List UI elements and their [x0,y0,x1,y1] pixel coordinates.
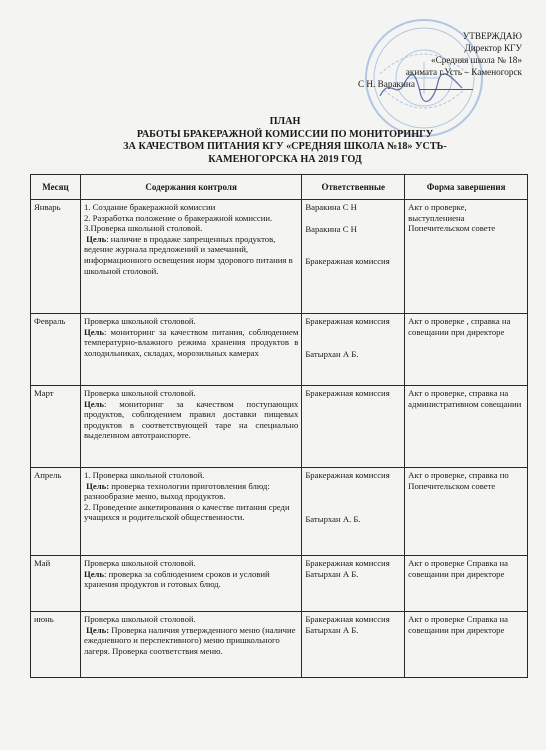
header-responsible: Ответственные [302,175,405,200]
approval-heading: УТВЕРЖДАЮ [462,31,522,41]
goal-text [84,234,298,276]
form-cell: Акт о проверке, справка на административном совещании [405,386,528,468]
title-line-2: РАБОТЫ БРАКЕРАЖНОЙ КОМИССИИ ПО МОНИТОРИНГУ [136,128,434,140]
content-line: Проверка школьной столовой. [83,558,196,568]
table-row [31,314,528,386]
header-month: Месяц [31,175,81,200]
responsible-name: Батырхан А Б. [305,568,359,579]
goal-label: Цель [83,568,105,579]
responsible-cell [302,556,405,612]
responsible-name: Бракеражная комиссия [305,470,390,480]
responsible-name: Бракеражная комиссия [305,256,390,267]
content-cell [80,200,301,314]
goal-label: Цель [83,398,105,409]
table-row [31,386,528,468]
responsible-name: Батырхан А Б. [305,348,359,359]
goal-text [84,327,298,358]
approval-position: Директор КГУ [464,43,522,53]
goal-body: проверка технологии приготовления блюд: разнообразие меню, выход продуктов. [83,480,270,502]
approval-signer-name: С Н. Варакина [358,79,415,89]
form-cell: Акт о проверке , справка на совещании при директоре [405,314,528,386]
responsible-cell [302,200,405,314]
responsible-name: Бракеражная комиссия [305,558,390,568]
responsible-name: Бракеражная комиссия [305,316,390,326]
title-line-1: ПЛАН [269,116,301,127]
content-line: Проверка школьной столовой. [83,614,196,624]
goal-label: Цель [83,326,105,337]
approval-school: «Средняя школа № 18» [431,55,522,65]
content-line: Проверка школьной столовой. [83,388,196,398]
content-line: Проверка школьной столовой. [83,316,196,326]
table-row [31,612,528,678]
form-cell: Акт о проверке, выступлениена Попечительском совете [405,200,528,314]
content-extra: 2. Проведение анкетирования о качестве питания среди учащихся и родительской общественности. [83,501,290,523]
content-line: 2. Разработка положение о бракеражной комиссии. [83,212,273,223]
goal-body: : проверка за соблюдением сроков и условий хранения продуктов и готовых блюд. [83,568,270,590]
goal-text [84,569,270,590]
responsible-name: Варакина С Н [305,202,357,212]
responsible-name: Батырхан А Б. [305,624,359,635]
goal-text [84,625,296,656]
table-row [31,200,528,314]
responsible-name: Батырхан А. Б. [305,513,361,524]
month-cell: июнь [31,612,81,678]
responsible-name: Бракеражная комиссия [305,388,390,398]
handwritten-signature [376,70,466,106]
goal-text [84,399,298,441]
responsible-cell [302,314,405,386]
form-cell: Акт о проверке Справка на совещании при директоре [405,612,528,678]
header-form: Форма завершения [405,175,528,200]
month-cell: Январь [31,200,81,314]
title-line-3: ЗА КАЧЕСТВОМ ПИТАНИЯ КГУ «СРЕДНЯЯ ШКОЛА №18» УСТЬ- [123,141,447,152]
goal-body: Проверка наличия утвержденного меню (наличие ежедневного и перспективного) меню пришкольного лагеря. Проверка соответствия меню. [83,624,296,656]
content-cell [80,612,301,678]
month-cell: Март [31,386,81,468]
responsible-name: Бракеражная комиссия [305,614,390,624]
goal-label: Цель: [86,624,110,635]
table-row [31,556,528,612]
form-cell: Акт о проверке Справка на совещании при директоре [405,556,528,612]
content-line: 1. Проверка школьной столовой. [83,470,205,480]
document-title [70,116,500,166]
header-content: Содержания контроля [80,175,301,200]
approval-akimat: акимата г.Усть – Каменогорск [405,67,522,77]
month-cell: Май [31,556,81,612]
responsible-cell [302,386,405,468]
goal-body: : мониторинг за качеством поступающих продуктов, соблюдением правил доставки пищевых продуктов в соответствующей таре на специально выделенном автотранспорте. [83,398,299,441]
content-line: 1. Создание бракеражной комиссии [83,202,216,212]
form-cell: Акт о проверке, справка по Попечительском совете [405,468,528,556]
goal-label: Цель [86,233,107,244]
goal-label: Цель: [86,480,110,491]
content-cell [80,556,301,612]
goal-body: : наличие в продаже запрещенных продуктов, ведение журнала предложений и замечаний, информационного освещения норм здорового питания в школьной столовой. [83,233,293,276]
month-cell: Апрель [31,468,81,556]
content-cell [80,386,301,468]
responsible-cell [302,468,405,556]
goal-body: : мониторинг за качеством питания, соблюдением температурно-влажного режима хранения продуктов в холодильниках, складах, морозильных камерах [83,326,299,358]
goal-text [84,481,298,502]
plan-table [30,174,528,678]
table-row [31,468,528,556]
content-cell [80,468,301,556]
month-cell: Февраль [31,314,81,386]
table-header-row [31,175,528,200]
title-line-4: КАМЕНОГОРСКА НА 2019 ГОД [208,153,362,165]
content-line: 3.Проверка школьной столовой. [83,223,203,234]
content-cell [80,314,301,386]
responsible-cell [302,612,405,678]
responsible-name: Варакина С Н [305,223,357,234]
